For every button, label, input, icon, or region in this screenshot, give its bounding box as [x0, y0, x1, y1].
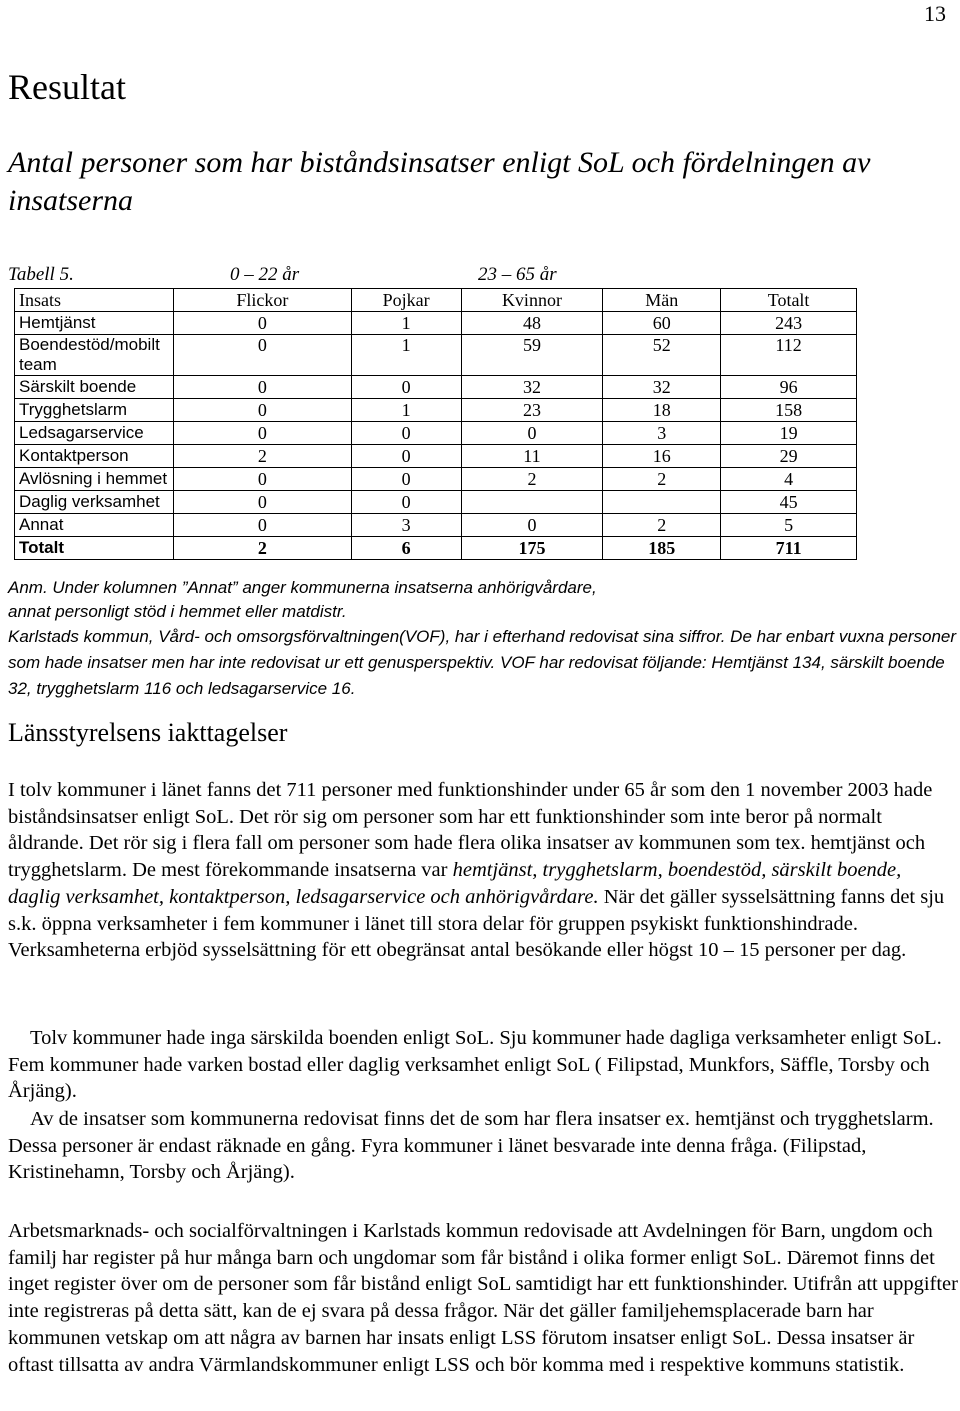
value-cell: 1 [351, 399, 461, 422]
age-group-adult: 23 – 65 år [478, 264, 557, 285]
insats-line: team [19, 355, 57, 374]
value-cell: 96 [721, 376, 857, 399]
paragraph: Arbetsmarknads- och socialförvaltningen i Karlstads kommun redovisade att Avdelningen för Barn, ungdom och familj har register på hur många barn och ungdomar som får bistånd i olika former enligt SoL. Däremot finns det inget register över om de personer som får bistånd enligt SoL samtidigt har ett funktionshinder. Utifrån att uppgifter inte registreras på detta sätt, kan de ej svara på dessa frågor. När det gäller familjehemsplacerade barn har kommunen vetskap om att några av barnen har insats enligt LSS förutom insatser enligt SoL. Dessa insatser är oftast tillsatta av andra Värmlandskommuner enligt LSS och bör komma med i respektive kommuns statistik. [8, 1220, 958, 1376]
value-cell: 112 [721, 335, 857, 376]
value-cell: 0 [173, 514, 351, 537]
value-cell: 0 [173, 468, 351, 491]
value-cell: 0 [351, 468, 461, 491]
value-cell: 52 [603, 335, 721, 376]
header-cell: Kvinnor [461, 289, 603, 312]
value-cell: 4 [721, 468, 857, 491]
table-row [15, 376, 857, 399]
value-cell: 2 [603, 468, 721, 491]
insats-cell: Totalt [15, 537, 174, 560]
value-cell: 11 [461, 445, 603, 468]
value-cell: 185 [603, 537, 721, 560]
value-cell: 19 [721, 422, 857, 445]
value-cell: 45 [721, 491, 857, 514]
table-total-row [15, 537, 857, 560]
paragraph [8, 1106, 958, 1186]
insats-line: Boendestöd/mobilt [19, 335, 160, 354]
insats-cell: Kontaktperson [15, 445, 174, 468]
value-cell: 1 [351, 335, 461, 376]
value-cell: 48 [461, 312, 603, 335]
paragraph-text: Tolv kommuner hade inga särskilda boenden enligt SoL. Sju kommuner hade dagliga verksamheter enligt SoL. Fem kommuner hade varken bostad eller daglig verksamhet enligt SoL ( Filipstad, Munkfors, Säffle, Torsby och Årjäng). [8, 1027, 942, 1103]
value-cell: 0 [351, 422, 461, 445]
karlstad-note: Karlstads kommun, Vård- och omsorgsförvaltningen(VOF), har i efterhand redovisat sina siffror. De har enbart vuxna personer som hade insatser men har inte redovisat ur ett genusperspektiv. VOF har redovisat följande: Hemtjänst 134, särskilt boende 32, trygghetslarm 116 och ledsagarservice 16. [8, 627, 957, 698]
value-cell: 158 [721, 399, 857, 422]
observations-heading: Länsstyrelsens iakttagelser [8, 718, 288, 747]
paragraph [8, 777, 958, 964]
value-cell: 3 [603, 422, 721, 445]
table-row [15, 422, 857, 445]
section-heading: Resultat [8, 67, 126, 107]
paragraph-italic: hemtjänst, trygghetslarm, boendestöd, särskilt boende, daglig verksamhet, kontaktperson, ledsagarservice och anhörigvårdare. [8, 859, 902, 908]
table-row [15, 514, 857, 537]
insats-cell: Särskilt boende [15, 376, 174, 399]
value-cell: 2 [173, 537, 351, 560]
age-group-young: 0 – 22 år [230, 264, 300, 285]
insats-cell: Avlösning i hemmet [15, 468, 174, 491]
paragraph [8, 1025, 958, 1105]
header-cell: Män [603, 289, 721, 312]
value-cell: 0 [173, 491, 351, 514]
table-caption: Tabell 5. [8, 264, 74, 285]
header-cell: Flickor [173, 289, 351, 312]
data-table [14, 288, 857, 560]
value-cell: 0 [173, 312, 351, 335]
value-cell: 0 [461, 422, 603, 445]
value-cell: 3 [351, 514, 461, 537]
table-row [15, 445, 857, 468]
insats-cell: Annat [15, 514, 174, 537]
value-cell: 0 [173, 376, 351, 399]
value-cell: 0 [173, 422, 351, 445]
value-cell: 0 [351, 445, 461, 468]
value-cell: 711 [721, 537, 857, 560]
value-cell: 29 [721, 445, 857, 468]
value-cell: 60 [603, 312, 721, 335]
value-cell: 0 [173, 335, 351, 376]
insats-cell: Daglig verksamhet [15, 491, 174, 514]
table-row [15, 335, 857, 376]
value-cell [603, 491, 721, 514]
value-cell: 32 [603, 376, 721, 399]
paragraph-text: Av de insatser som kommunerna redovisat finns det de som har flera insatser ex. hemtjänst och trygghetslarm. Dessa personer är endast räknade en gång. Fyra kommuner i länet besvarade inte denna fråga. (Filipstad, Kristinehamn, Torsby och Årjäng). [8, 1108, 934, 1184]
insats-cell: Hemtjänst [15, 312, 174, 335]
value-cell [461, 491, 603, 514]
value-cell: 6 [351, 537, 461, 560]
value-cell: 0 [351, 376, 461, 399]
section-subtitle: Antal personer som har biståndsinsatser enligt SoL och fördelningen av insatserna [8, 146, 871, 217]
table-row [15, 399, 857, 422]
paragraph-text: I tolv kommuner i länet fanns det 711 personer med funktionshinder under 65 år som den 1 november 2003 hade biståndsinsatser enligt SoL. Det rör sig om personer som har ett funktionshinder som inte beror på normalt åldrande. Det rör sig i flera fall om personer som hade flera olika insatser av kommunen som tex. hemtjänst och trygghetslarm. De mest förekommande insatserna var [8, 779, 933, 882]
insats-cell: Trygghetslarm [15, 399, 174, 422]
value-cell: 23 [461, 399, 603, 422]
table-row [15, 312, 857, 335]
page-number: 13 [924, 1, 946, 26]
value-cell: 0 [351, 491, 461, 514]
value-cell: 16 [603, 445, 721, 468]
value-cell: 2 [173, 445, 351, 468]
value-cell: 0 [173, 399, 351, 422]
table-header-row [15, 289, 857, 312]
value-cell: 243 [721, 312, 857, 335]
value-cell: 59 [461, 335, 603, 376]
value-cell: 5 [721, 514, 857, 537]
insats-cell: Ledsagarservice [15, 422, 174, 445]
value-cell: 0 [461, 514, 603, 537]
paragraph-text: När det gäller sysselsättning fanns det sju s.k. öppna verksamheter i fem kommuner i länet till stora delar för gruppen psykiskt funktionshindrade. Verksamheterna erbjöd sysselsättning för ett obegränsat antal besökande eller högst 10 – 15 personer per dag. [8, 885, 945, 962]
header-cell: Insats [15, 289, 174, 312]
header-cell: Totalt [721, 289, 857, 312]
value-cell: 2 [461, 468, 603, 491]
value-cell: 175 [461, 537, 603, 560]
insats-cell [15, 335, 174, 376]
value-cell: 1 [351, 312, 461, 335]
value-cell: 32 [461, 376, 603, 399]
table-row [15, 491, 857, 514]
table-note: Anm. Under kolumnen ”Annat” anger kommunerna insatserna anhörigvårdare, [8, 578, 597, 597]
value-cell: 2 [603, 514, 721, 537]
table-row [15, 468, 857, 491]
header-cell: Pojkar [351, 289, 461, 312]
value-cell: 18 [603, 399, 721, 422]
table-note: annat personligt stöd i hemmet eller matdistr. [8, 602, 347, 621]
